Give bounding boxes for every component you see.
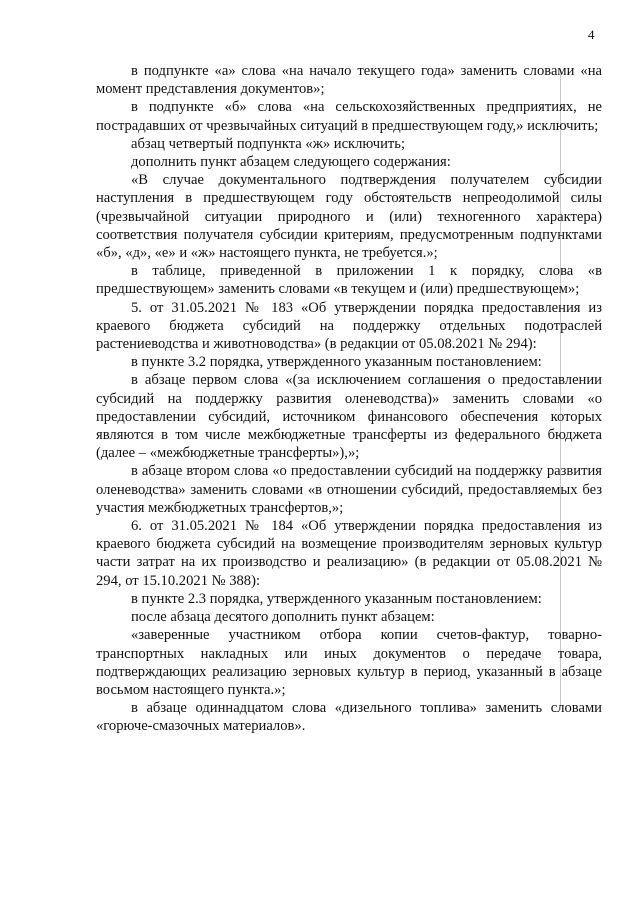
paragraph: абзац четвертый подпункта «ж» исключить;	[131, 135, 406, 152]
paragraph: после абзаца десятого дополнить пункт абзацем:	[131, 609, 435, 626]
paragraph: в пункте 2.3 порядка, утвержденного указанным постановлением:	[131, 590, 542, 607]
paragraph: в таблице, приведенной в приложении 1 к порядку, слова «в предшествующем» заменить словами «в текущем и (или) предшествующем»;	[96, 263, 602, 298]
paragraph: в абзаце втором слова «о предоставлении субсидий на поддержку развития оленеводства» заменить словами «в отношении субсидий, предоставляемых без участия межбюджетных трансфертов,»;	[96, 463, 602, 516]
paragraph: в подпункте «а» слова «на начало текущего года» заменить словами «на момент представления документов»;	[96, 63, 602, 98]
paragraph: дополнить пункт абзацем следующего содержания:	[131, 154, 451, 171]
paragraph: в пункте 3.2 порядка, утвержденного указанным постановлением:	[131, 354, 542, 371]
paragraph: в абзаце одиннадцатом слова «дизельного топлива» заменить словами «горюче-смазочных материалов».	[96, 700, 602, 735]
paragraph: в абзаце первом слова «(за исключением соглашения о предоставлении субсидий на поддержку развития оленеводства)» заменить словами «о предоставлении субсидий, источником финансового обеспечения которых являются в том числе межбюджетные трансферты из федерального бюджета (далее – «межбюджетные трансферты»),»;	[96, 372, 602, 462]
paragraph: «В случае документального подтверждения получателем субсидии наступления в предшествующем году обстоятельств непреодолимой силы (чрезвычайной ситуации природного и (или) техногенного характера) соответствия получателя субсидии критериям, предусмотренным подпунктами «б», «д», «е» и «ж» настоящего пункта, не требуется.»;	[96, 172, 602, 262]
page-number: 4	[588, 27, 595, 42]
paragraph: в подпункте «б» слова «на сельскохозяйственных предприятиях, не пострадавших от чрезвычайных ситуаций в предшествующем году,» исключить;	[96, 99, 602, 134]
paragraph: 6. от 31.05.2021 № 184 «Об утверждении порядка предоставления из краевого бюджета субсидий на возмещение производителям зерновых культур части затрат на их производство и реализацию» (в редакции от 05.08.2021 № 294, от 15.10.2021 № 388):	[96, 518, 602, 589]
paragraph: 5. от 31.05.2021 № 183 «Об утверждении порядка предоставления из краевого бюджета субсидий на поддержку отдельных подотраслей растениеводства и животноводства» (в редакции от 05.08.2021 № 294):	[96, 299, 602, 353]
document-body	[96, 62, 602, 736]
paragraph: «заверенные участником отбора копии счетов-фактур, товарно-транспортных накладных или иных документов о передаче товара, подтверждающих реализацию зерновых культур в период, указанный в абзаце восьмом настоящего пункта.»;	[96, 627, 602, 698]
